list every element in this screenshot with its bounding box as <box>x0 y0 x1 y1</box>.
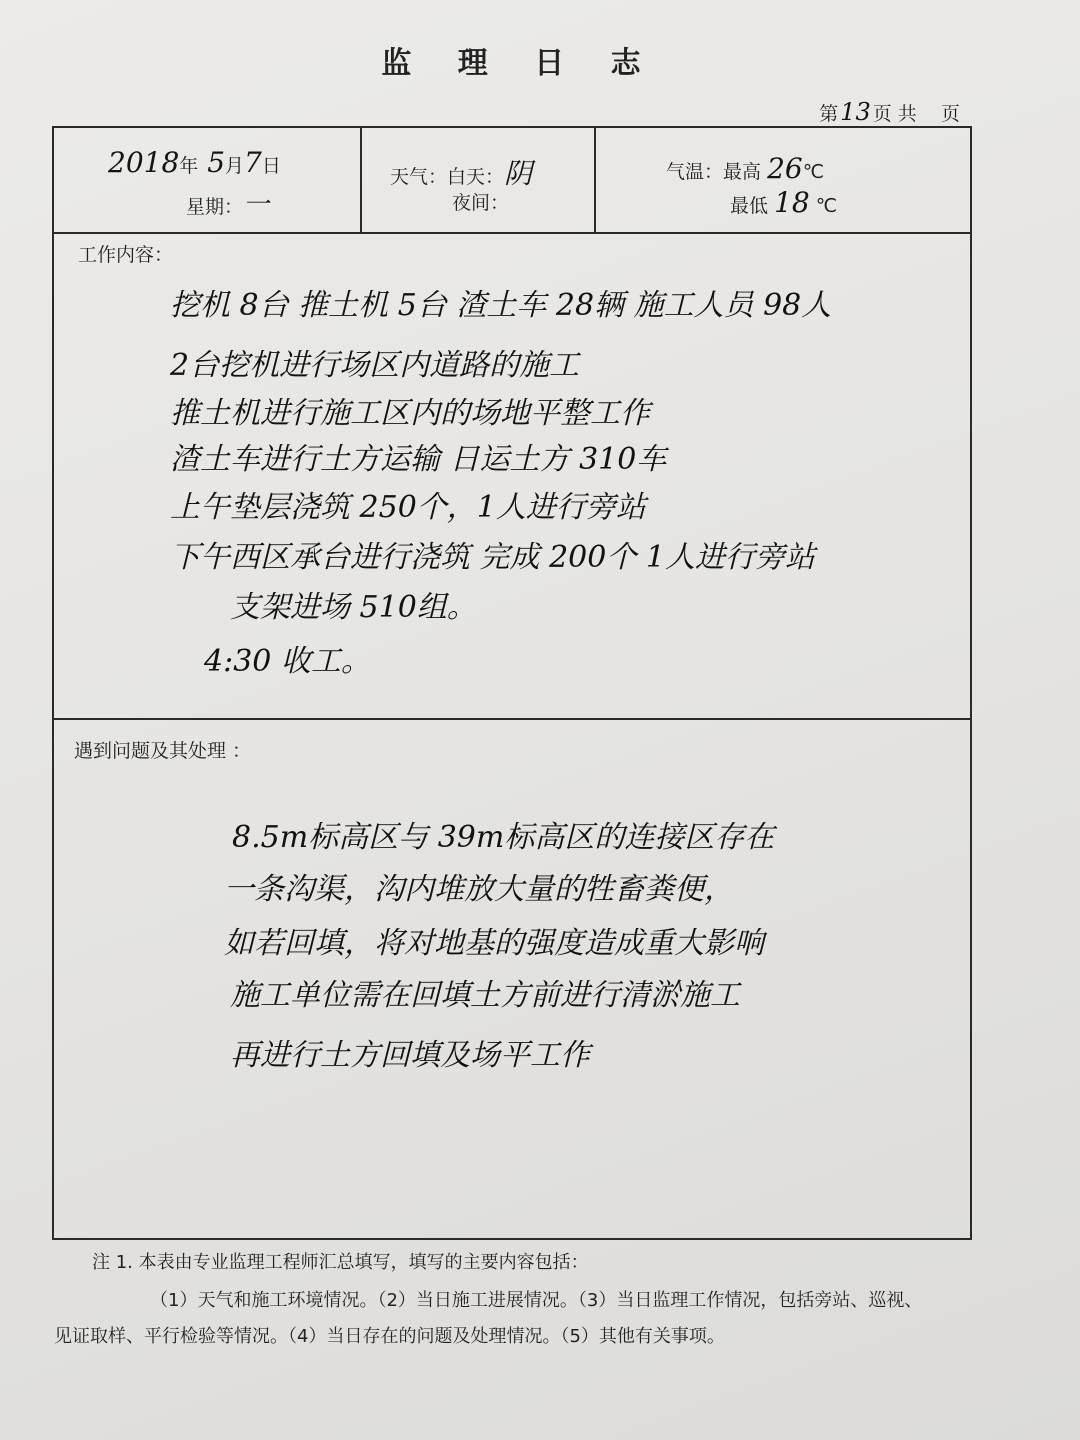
weather-day-label: 天气：白天： <box>390 166 505 188</box>
temp-low-value: 18 <box>774 186 810 219</box>
date-day-label: 日 <box>261 155 281 177</box>
weather-day-value: 阴 <box>504 157 533 190</box>
work-line: 上午垫层浇筑 250个，1人进行旁站 <box>170 490 646 525</box>
section-divider <box>54 718 970 720</box>
date-field <box>108 146 281 179</box>
date-month-label: 月 <box>225 155 245 177</box>
work-line: 下午西区承台进行浇筑 完成 200个 1人进行旁站 <box>170 540 815 575</box>
note-line-1: 注 1. 本表由专业监理工程师汇总填写，填写的主要内容包括： <box>92 1252 589 1273</box>
date-month: 5 <box>207 146 226 179</box>
work-line: 推土机进行施工区内的场地平整工作 <box>170 396 650 431</box>
temp-low-label: 最低 <box>730 195 769 217</box>
weather-night-label: 夜间： <box>452 192 510 214</box>
work-line: 支架进场 510组。 <box>230 590 477 625</box>
temp-high-value: 26 <box>767 152 803 185</box>
problem-line: 如若回填，将对地基的强度造成重大影响 <box>224 926 764 961</box>
temp-label: 气温： <box>666 161 724 183</box>
temp-high-field <box>666 152 824 185</box>
problem-section-label: 遇到问题及其处理 ： <box>74 740 252 762</box>
page-number <box>819 98 960 126</box>
problem-line: 8.5m标高区与 39m标高区的连接区存在 <box>232 820 775 855</box>
weekday-field <box>186 184 269 221</box>
work-line: 渣土车进行土方运输 日运土方 310车 <box>170 442 667 477</box>
weekday-label: 星期： <box>186 196 244 218</box>
work-section-label: 工作内容： <box>78 244 174 266</box>
date-day: 7 <box>244 146 262 179</box>
date-year-label: 年 <box>179 155 199 177</box>
work-line: 2台挖机进行场区内道路的施工 <box>170 348 580 383</box>
note-line-2: （1）天气和施工环境情况。（2）当日施工进展情况。（3）当日监理工作情况，包括旁站、巡视、 <box>150 1290 923 1311</box>
page-title: 监 理 日 志 <box>381 46 659 81</box>
log-form <box>52 126 972 1240</box>
header-divider-1 <box>360 128 362 232</box>
header-divider-2 <box>594 128 596 232</box>
page-number-prefix: 第 <box>819 103 839 125</box>
temp-low-field <box>730 186 837 219</box>
header-bottom-rule <box>54 232 970 234</box>
temp-low-unit: ℃ <box>815 195 838 217</box>
date-year: 2018 <box>108 146 180 179</box>
page-number-suffix: 页 <box>940 103 960 125</box>
temp-high-unit: ℃ <box>802 161 825 183</box>
page-number-value: 13 <box>840 98 871 126</box>
weekday-value: 一 <box>243 190 270 220</box>
temp-high-label: 最高 <box>723 161 762 183</box>
problem-line: 一条沟渠，沟内堆放大量的牲畜粪便， <box>224 872 734 907</box>
weather-day-field <box>390 152 532 192</box>
problem-line: 施工单位需在回填土方前进行清淤施工 <box>230 978 740 1013</box>
page-number-middle: 页 共 <box>872 103 917 125</box>
work-line: 4:30 收工。 <box>204 644 371 679</box>
note-line-3: 见证取样、平行检验等情况。（4）当日存在的问题及处理情况。（5）其他有关事项。 <box>54 1326 725 1347</box>
work-line: 挖机 8台 推土机 5台 渣土车 28辆 施工人员 98人 <box>170 288 832 323</box>
problem-line: 再进行土方回填及场平工作 <box>230 1038 590 1073</box>
